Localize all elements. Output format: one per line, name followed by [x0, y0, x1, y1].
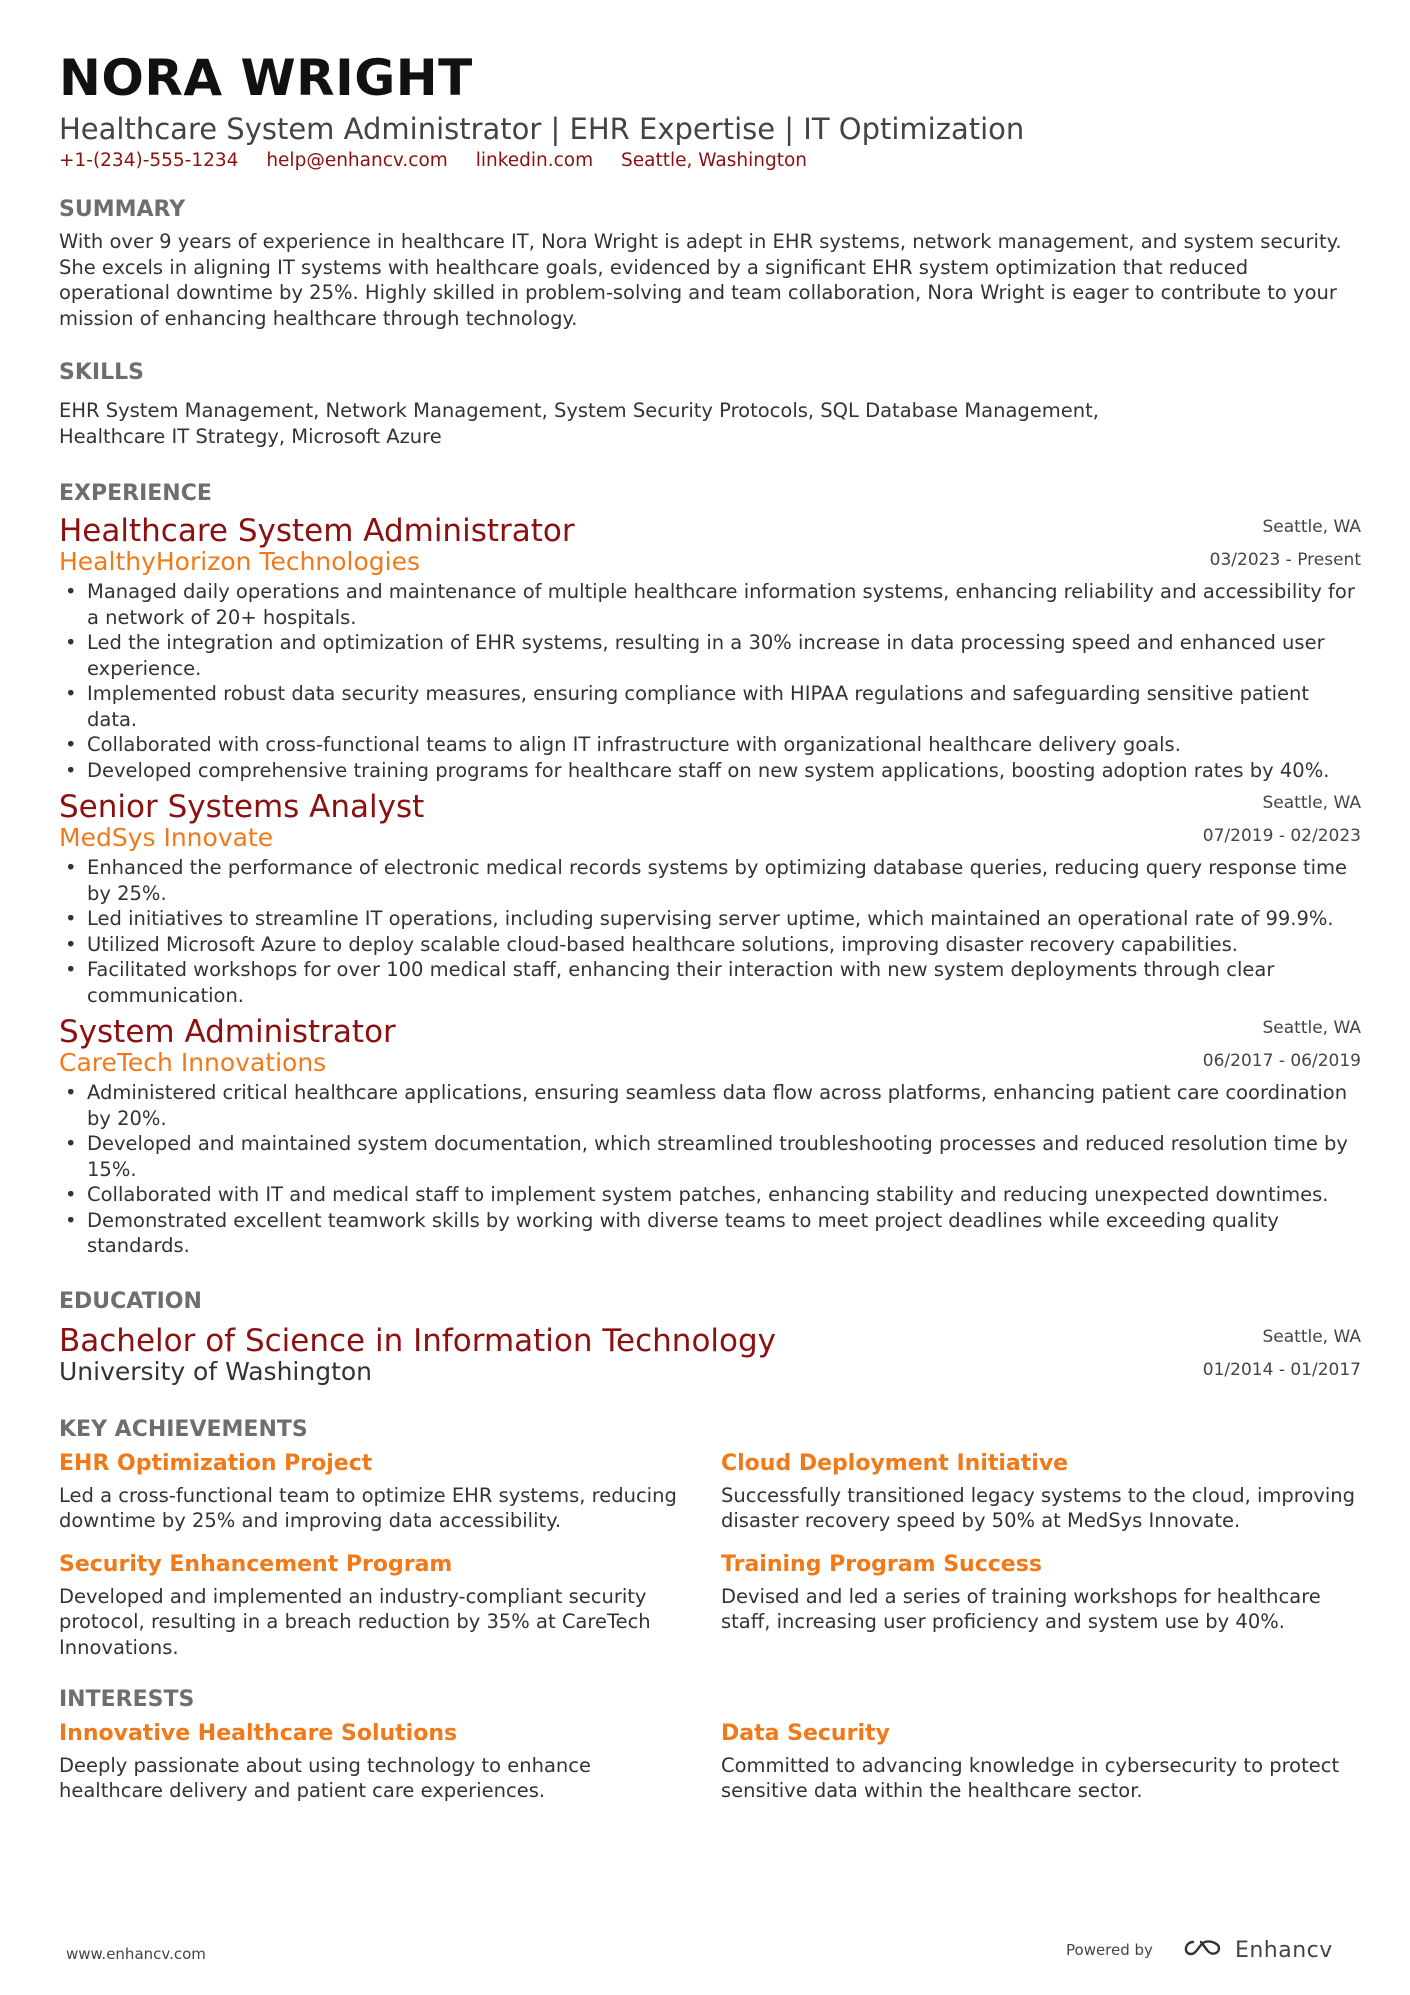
job-dates: 07/2019 - 02/2023: [1202, 826, 1361, 846]
education-section: [59, 1287, 1361, 1389]
footer-branding: [1066, 1936, 1333, 1964]
job-company: MedSys Innovate: [59, 823, 274, 852]
achievement-title: Cloud Deployment Initiative: [721, 1450, 1069, 1476]
contact-linkedin[interactable]: linkedin.com: [475, 150, 594, 171]
job-bullet: • Collaborated with cross-functional teams to align IT infrastructure with organizational healthcare delivery goals.: [59, 732, 1361, 758]
job-bullet: • Facilitated workshops for over 100 medical staff, enhancing their interaction with new system deployments through clear communication.: [59, 957, 1361, 1008]
education-school: University of Washington: [59, 1356, 373, 1386]
job-bullet: • Demonstrated excellent teamwork skills by working with diverse teams to meet project deadlines while exceeding quality standards.: [59, 1208, 1361, 1259]
skills-section: [59, 358, 1361, 449]
achievement-text: Successfully transitioned legacy systems to the cloud, improving disaster recovery speed by 50% at MedSys Innovate.: [721, 1483, 1356, 1532]
achievement-title: EHR Optimization Project: [59, 1450, 373, 1476]
achievement-item: [59, 1449, 699, 1534]
job-bullet: • Led initiatives to streamline IT operations, including supervising server uptime, which maintained an operational rate of 99.9%.: [59, 906, 1361, 932]
resume-header: [59, 46, 1361, 174]
job-bullets: [59, 579, 1361, 783]
job-bullet: • Collaborated with IT and medical staff to implement system patches, enhancing stability and reducing unexpected downtimes.: [59, 1182, 1361, 1208]
job-bullet: • Utilized Microsoft Azure to deploy scalable cloud-based healthcare solutions, improving disaster recovery capabilities.: [59, 932, 1361, 958]
education-entry: [59, 1323, 1361, 1389]
achievements-title: KEY ACHIEVEMENTS: [59, 1416, 308, 1442]
candidate-name: NORA WRIGHT: [59, 49, 473, 107]
interest-text: Deeply passionate about using technology to enhance healthcare delivery and patient care experiences.: [59, 1753, 592, 1802]
experience-title: EXPERIENCE: [59, 481, 212, 506]
education-location: Seattle, WA: [1262, 1326, 1361, 1347]
footer-powered-by: Powered by: [1066, 1941, 1153, 1959]
job-company: CareTech Innovations: [59, 1048, 327, 1077]
skills-line-1: EHR System Management, Network Management, System Security Protocols, SQL Database Management,: [59, 399, 1099, 422]
job-dates: 06/2017 - 06/2019: [1202, 1051, 1361, 1071]
education-title: EDUCATION: [59, 1288, 202, 1314]
summary-section: [59, 195, 1361, 331]
job-bullets: [59, 855, 1361, 1008]
interests-section: [59, 1685, 1361, 1809]
job-location: Seattle, WA: [1262, 793, 1361, 813]
achievement-title: Security Enhancement Program: [59, 1551, 453, 1577]
footer-website[interactable]: www.enhancv.com: [66, 1945, 206, 1963]
job-title: Senior Systems Analyst: [59, 789, 425, 825]
job-bullet: • Developed and maintained system documentation, which streamlined troubleshooting processes and reduced resolution time by 15%.: [59, 1131, 1361, 1182]
job-location: Seattle, WA: [1262, 1018, 1361, 1038]
skills-line-2: Healthcare IT Strategy, Microsoft Azure: [59, 424, 442, 448]
job-entry: [59, 789, 1361, 1008]
job-bullet: • Implemented robust data security measures, ensuring compliance with HIPAA regulations and safeguarding sensitive patient data.: [59, 681, 1361, 732]
achievement-text: Devised and led a series of training workshops for healthcare staff, increasing user proficiency and system use by 40%.: [721, 1584, 1321, 1633]
contact-info: [59, 148, 1361, 174]
achievements-section: [59, 1415, 1361, 1681]
candidate-headline: Healthcare System Administrator | EHR Expertise | IT Optimization: [59, 112, 1025, 146]
experience-section: [59, 479, 1361, 1259]
job-bullet: • Administered critical healthcare applications, ensuring seamless data flow across platforms, enhancing patient care coordination by 20%.: [59, 1080, 1361, 1131]
contact-phone[interactable]: +1-(234)-555-1234: [59, 150, 239, 171]
resume-page: [59, 46, 1361, 1809]
job-title: System Administrator: [59, 1014, 396, 1050]
job-bullet: • Enhanced the performance of electronic medical records systems by optimizing database queries, reducing query response time by 25%.: [59, 855, 1361, 906]
job-title: Healthcare System Administrator: [59, 513, 575, 549]
interest-text: Committed to advancing knowledge in cybersecurity to protect sensitive data within the healthcare sector.: [721, 1753, 1340, 1802]
achievement-text: Led a cross-functional team to optimize EHR systems, reducing downtime by 25% and improving data accessibility.: [59, 1483, 677, 1532]
interest-item: [59, 1719, 699, 1804]
job-entry: [59, 1014, 1361, 1259]
job-bullet: • Developed comprehensive training programs for healthcare staff on new system applications, boosting adoption rates by 40%.: [59, 758, 1361, 784]
job-company: HealthyHorizon Technologies: [59, 547, 421, 576]
achievement-item: [721, 1449, 1361, 1534]
job-bullet: • Managed daily operations and maintenance of multiple healthcare information systems, enhancing reliability and accessibility for a network of 20+ hospitals.: [59, 579, 1361, 630]
interests-title: INTERESTS: [59, 1686, 195, 1712]
achievement-title: Training Program Success: [721, 1551, 1042, 1577]
job-bullet: • Led the integration and optimization of EHR systems, resulting in a 30% increase in data processing speed and enhanced user experience.: [59, 630, 1361, 681]
summary-title: SUMMARY: [59, 197, 186, 222]
summary-text: With over 9 years of experience in healthcare IT, Nora Wright is adept in EHR systems, network management, and system security. She excels in aligning IT systems with healthcare goals, evidenced by a significant EHR system optimization that reduced operational downtime by 25%. Highly skilled in problem-solving and team collaboration, Nora Wright is eager to contribute to your mission of enhancing healthcare through technology.: [59, 230, 1342, 330]
job-dates: 03/2023 - Present: [1209, 550, 1361, 570]
achievement-item: [721, 1550, 1361, 1635]
interest-title: Innovative Healthcare Solutions: [59, 1720, 458, 1746]
education-dates: 01/2014 - 01/2017: [1202, 1359, 1361, 1380]
enhancv-logo-icon: [1179, 1936, 1225, 1964]
footer-brand: Enhancv: [1234, 1937, 1333, 1963]
education-degree: Bachelor of Science in Information Technology: [59, 1322, 777, 1359]
skills-title: SKILLS: [59, 360, 144, 385]
job-bullets: [59, 1080, 1361, 1259]
contact-location: Seattle, Washington: [621, 150, 807, 171]
job-entry: [59, 513, 1361, 783]
achievement-item: [59, 1550, 699, 1661]
contact-email[interactable]: help@enhancv.com: [266, 150, 448, 171]
job-location: Seattle, WA: [1262, 517, 1361, 537]
interest-title: Data Security: [721, 1720, 890, 1746]
achievement-text: Developed and implemented an industry-compliant security protocol, resulting in a breach reduction by 35% at CareTech Innovations.: [59, 1584, 651, 1659]
interest-item: [721, 1719, 1361, 1804]
